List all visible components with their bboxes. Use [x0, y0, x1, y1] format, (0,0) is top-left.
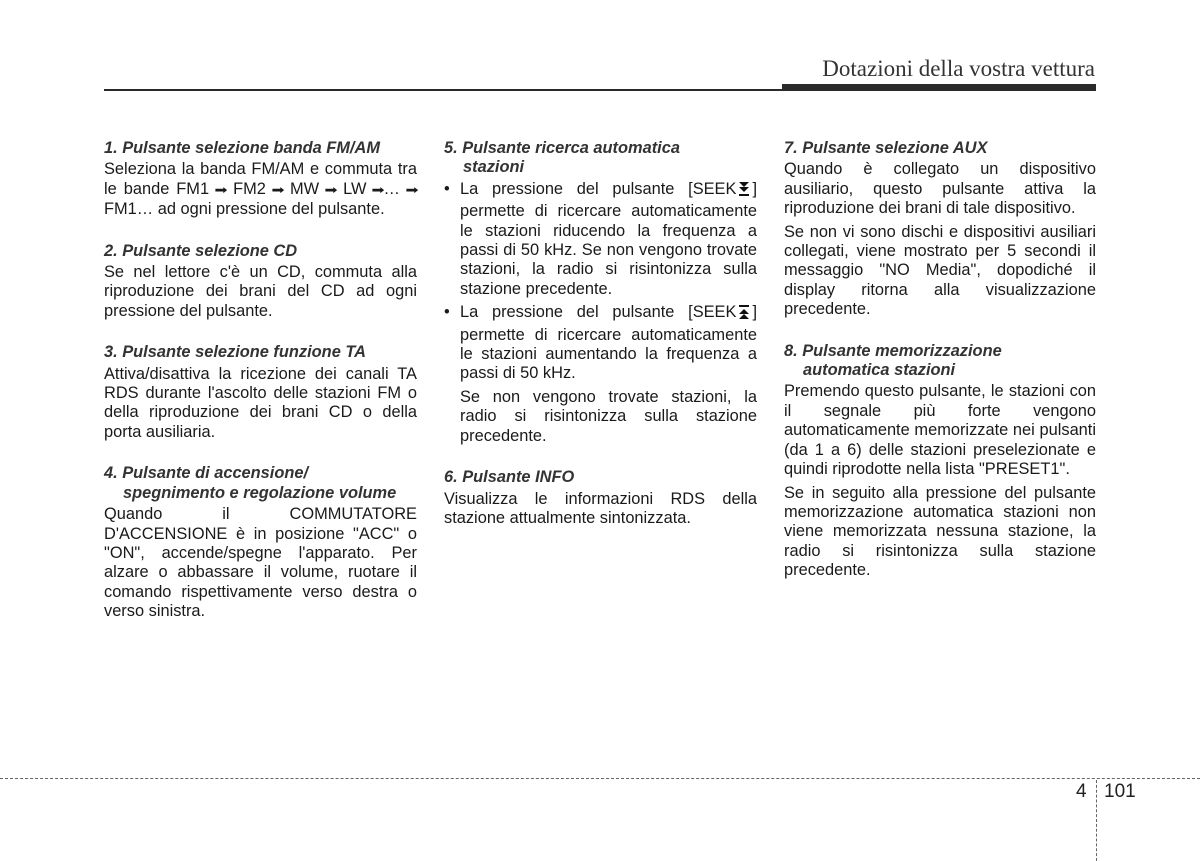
text-span: … — [383, 179, 400, 198]
section-text: Attiva/disattiva la ricezione dei canali TA RDS durante l'ascolto delle stazioni FM o della riproduzione dei brani CD o della porta ausiliaria. — [104, 364, 417, 441]
section-heading: 1. Pulsante selezione banda FM/AM — [104, 139, 380, 157]
section-text: Quando è collegato un dispositivo ausiliario, questo pulsante attiva la riproduzione dei brani di tale dispositivo. — [784, 160, 1096, 218]
section-heading: 7. Pulsante selezione AUX — [784, 139, 988, 157]
seek-down-icon — [738, 181, 750, 202]
section-aux — [784, 139, 1096, 320]
text-span: Seleziona la banda FM/AM e commuta tra le bande FM1 — [104, 160, 417, 198]
section-text: Visualizza le informazioni RDS della stazione attualmente sintonizzata. — [444, 489, 757, 527]
section-auto-store — [784, 342, 1096, 581]
page-number: 101 — [1104, 781, 1136, 802]
heading-line-2: spegnimento e regolazione volume — [123, 483, 397, 502]
text-span: MW — [289, 179, 320, 198]
section-text: Quando il COMMUTATORE D'ACCENSIONE è in posizione "ACC" o "ON", accende/spegne l'apparato. Per alzare o abbassare il volume, ruotare il comando rispettivamente verso destra o verso sinistra. — [104, 505, 417, 621]
section-band-fm-am — [104, 139, 417, 220]
section-text: Se nel lettore c'è un CD, commuta alla riproduzione dei brani del CD ad ogni pressione del pulsante. — [104, 263, 417, 320]
right-arrow-icon: ➡ — [271, 182, 285, 197]
chapter-number: 4 — [1076, 781, 1087, 802]
section-info — [444, 468, 757, 528]
list-item — [444, 180, 757, 299]
list-item — [444, 303, 757, 384]
section-seek — [444, 139, 757, 446]
list-item-continuation: Se non vengono trovate stazioni, la radio si risintonizza sulla stazione precedente. — [460, 387, 757, 445]
text-span: La pressione del pulsante [SEEK — [460, 179, 737, 198]
section-heading: 3. Pulsante selezione funzione TA — [104, 343, 366, 362]
heading-line-1: 8. Pulsante memorizzazione — [784, 341, 1002, 360]
right-arrow-icon: ➡ — [405, 182, 419, 197]
column-2 — [444, 139, 757, 550]
seek-up-icon — [738, 304, 750, 325]
text-span: FM2 — [233, 179, 266, 198]
section-heading — [104, 464, 417, 503]
right-arrow-icon: ➡ — [214, 182, 228, 197]
header-rule-thick — [782, 84, 1096, 91]
column-3 — [784, 139, 1096, 603]
heading-line-1: 4. Pulsante di accensione/ — [104, 464, 309, 483]
footer-divider — [0, 778, 1200, 779]
section-ta — [104, 343, 417, 442]
text-span: FM1… ad ogni pressione del pulsante. — [104, 200, 385, 219]
heading-line-1: 5. Pulsante ricerca automatica — [444, 139, 680, 157]
section-heading: 6. Pulsante INFO — [444, 468, 575, 487]
header-rule-thin — [104, 89, 784, 91]
section-power-volume — [104, 464, 417, 621]
text-span: La pressione del pulsante [SEEK — [460, 303, 737, 322]
text-span: ] permette di ricercare automaticamente le stazioni riducendo la frequenza a passi di 50 kHz. Se non vengono trovate stazioni, la radio si risintonizza sulla stazione precedente. — [460, 179, 757, 298]
text-span: ] permette di ricercare automaticamente le stazioni aumentando la frequenza a passi di 50 kHz. — [460, 303, 757, 383]
heading-line-2: stazioni — [463, 158, 525, 177]
header-title: Dotazioni della vostra vettura — [822, 56, 1095, 81]
section-text: Premendo questo pulsante, le stazioni con il segnale più forte vengono automaticamente memorizzate nei pulsanti (da 1 a 6) delle stazioni preselezionate e quindi riprodotte nella lista "PRESET1". — [784, 382, 1096, 479]
footer-vertical-divider — [1096, 780, 1097, 861]
section-text: Se in seguito alla pressione del pulsante memorizzazione automatica stazioni non viene memorizzata nessuna stazione, la radio si risintonizza sulla stazione precedente. — [784, 483, 1096, 580]
section-heading — [444, 139, 757, 178]
section-heading — [784, 342, 1096, 381]
heading-line-2: automatica stazioni — [803, 361, 956, 380]
section-text: Se non vi sono dischi e dispositivi ausiliari collegati, viene mostrato per 5 secondi il messaggio "NO Media", dopodiché il display ritorna alla visualizzazione precedente. — [784, 222, 1096, 319]
section-text — [104, 160, 417, 219]
right-arrow-icon: ➡ — [371, 182, 386, 197]
text-span: LW — [343, 179, 367, 198]
section-cd — [104, 242, 417, 322]
column-1 — [104, 139, 417, 644]
section-heading: 2. Pulsante selezione CD — [104, 241, 298, 260]
right-arrow-icon: ➡ — [324, 182, 338, 197]
